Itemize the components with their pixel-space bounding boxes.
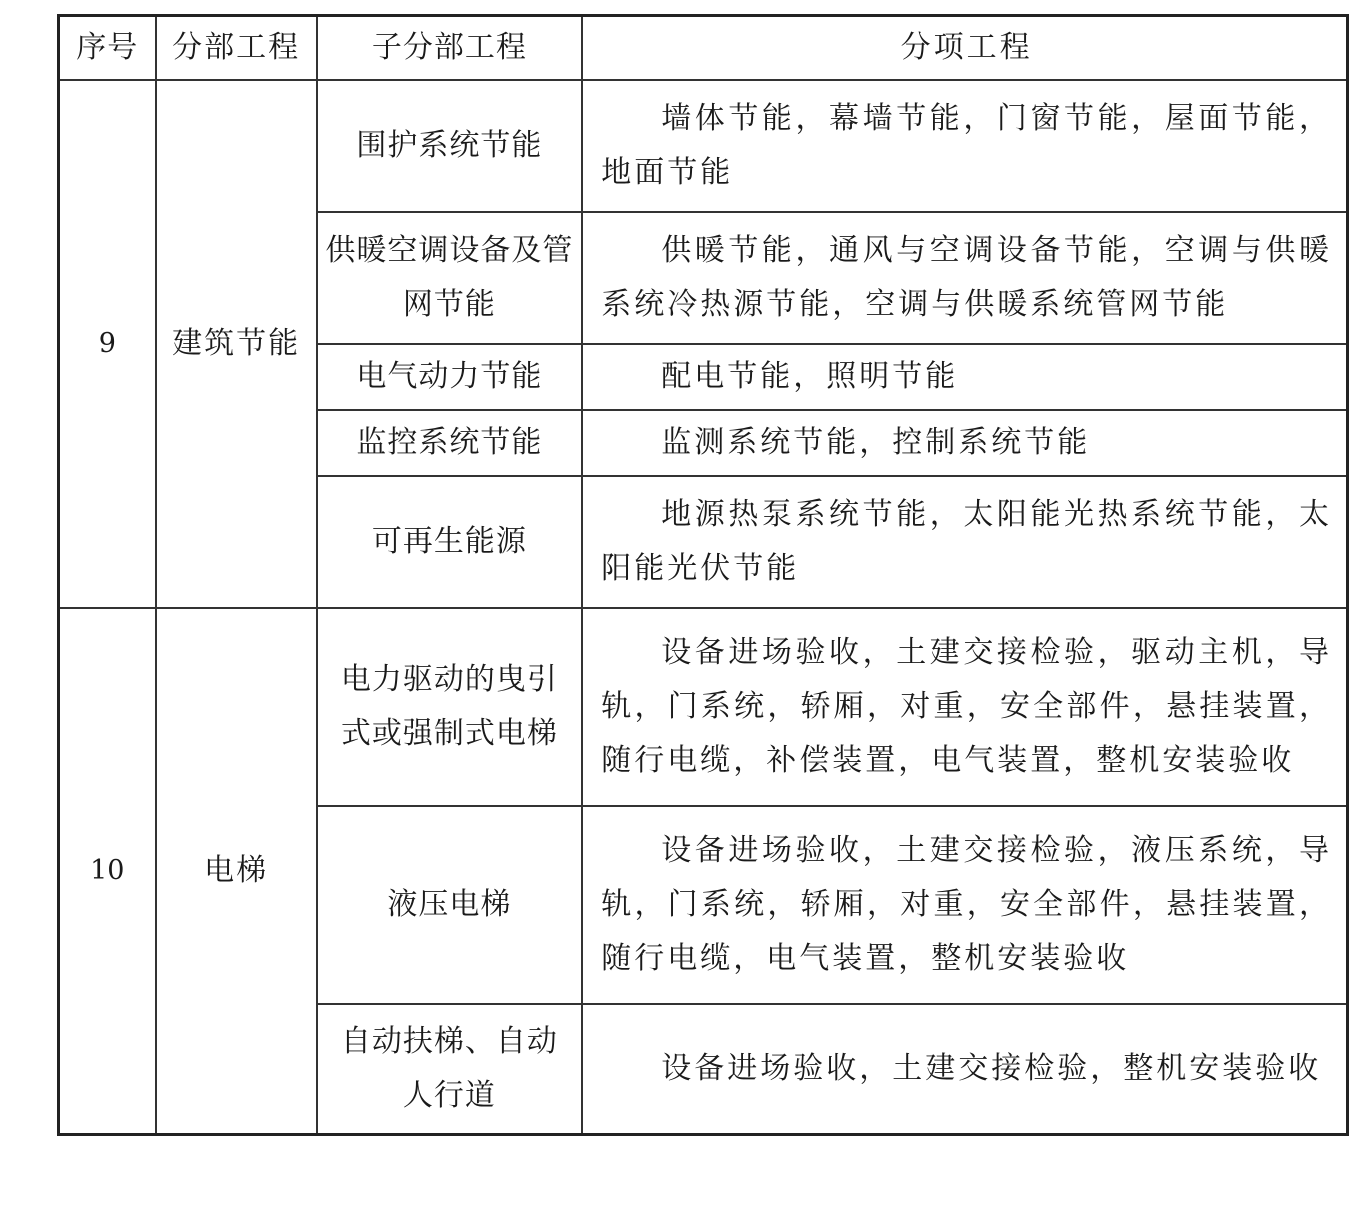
items-text: 监测系统节能，控制系统节能 bbox=[661, 425, 1091, 460]
header-items: 分项工程 bbox=[582, 16, 1347, 81]
items-text: 设备进场验收，土建交接检验，驱动主机，导轨，门系统，轿厢，对重，安全部件，悬挂装置，随行电缆，补偿装置，电气装置，整机安装验收 bbox=[601, 635, 1332, 778]
items-text: 供暖节能，通风与空调设备节能，空调与供暖系统冷热源节能，空调与供暖系统管网节能 bbox=[601, 233, 1332, 322]
serial-number-cell: 10 bbox=[59, 608, 156, 1134]
items-text: 配电节能，照明节能 bbox=[661, 359, 959, 394]
items-cell bbox=[582, 476, 1347, 608]
division-cell: 电梯 bbox=[156, 608, 317, 1134]
sub-division-cell: 电气动力节能 bbox=[317, 344, 583, 410]
sub-division-cell: 围护系统节能 bbox=[317, 80, 583, 212]
header-division: 分部工程 bbox=[156, 16, 317, 81]
sub-division-cell: 监控系统节能 bbox=[317, 410, 583, 476]
table-row bbox=[59, 80, 1348, 212]
division-cell: 建筑节能 bbox=[156, 80, 317, 608]
header-row bbox=[59, 16, 1348, 81]
table-row bbox=[59, 608, 1348, 806]
sub-division-cell: 液压电梯 bbox=[317, 806, 583, 1004]
header-sub-division: 子分部工程 bbox=[317, 16, 583, 81]
sub-division-cell: 电力驱动的曳引式或强制式电梯 bbox=[317, 608, 583, 806]
items-cell bbox=[582, 410, 1347, 476]
items-text: 设备进场验收，土建交接检验，液压系统，导轨，门系统，轿厢，对重，安全部件，悬挂装置，随行电缆，电气装置，整机安装验收 bbox=[601, 833, 1332, 976]
items-cell bbox=[582, 80, 1347, 212]
items-cell bbox=[582, 608, 1347, 806]
items-cell bbox=[582, 1004, 1347, 1134]
sub-division-cell: 自动扶梯、自动人行道 bbox=[317, 1004, 583, 1134]
items-cell bbox=[582, 212, 1347, 344]
items-text: 地源热泵系统节能，太阳能光热系统节能，太阳能光伏节能 bbox=[601, 497, 1332, 586]
sub-division-cell: 可再生能源 bbox=[317, 476, 583, 608]
engineering-division-table bbox=[57, 14, 1349, 1136]
sub-division-cell: 供暖空调设备及管网节能 bbox=[317, 212, 583, 344]
header-serial-number: 序号 bbox=[59, 16, 156, 81]
items-text: 设备进场验收，土建交接检验，整机安装验收 bbox=[661, 1050, 1322, 1086]
items-cell bbox=[582, 806, 1347, 1004]
table-container bbox=[57, 14, 1349, 1136]
serial-number-cell: 9 bbox=[59, 80, 156, 608]
items-text: 墙体节能，幕墙节能，门窗节能，屋面节能，地面节能 bbox=[601, 101, 1332, 190]
items-cell bbox=[582, 344, 1347, 410]
